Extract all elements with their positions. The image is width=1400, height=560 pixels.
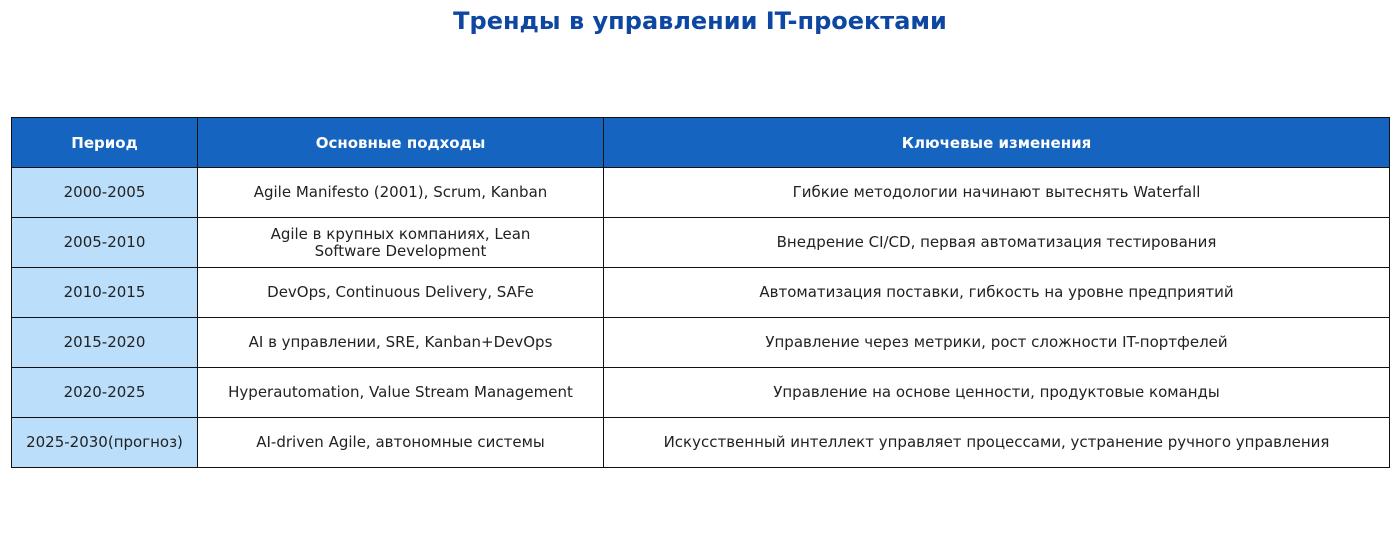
changes-cell: Автоматизация поставки, гибкость на уровне предприятий bbox=[604, 268, 1390, 318]
header-period: Период bbox=[12, 118, 198, 168]
approaches-cell bbox=[198, 418, 604, 468]
approaches-text: DevOps, Continuous Delivery, SAFe bbox=[267, 283, 534, 301]
approaches-cell bbox=[198, 218, 604, 268]
page-title: Тренды в управлении IT-проектами bbox=[453, 7, 947, 35]
approaches-text: AI в управлении, SRE, Kanban+DevOps bbox=[248, 333, 553, 351]
period-cell: 2005-2010 bbox=[12, 218, 198, 268]
changes-cell: Внедрение CI/CD, первая автоматизация тестирования bbox=[604, 218, 1390, 268]
changes-cell: Управление через метрики, рост сложности IT-портфелей bbox=[604, 318, 1390, 368]
table-header-row bbox=[12, 118, 1390, 168]
approaches-text: AI-driven Agile, автономные системы bbox=[256, 433, 545, 451]
approaches-cell bbox=[198, 318, 604, 368]
approaches-cell bbox=[198, 168, 604, 218]
header-approaches: Основные подходы bbox=[198, 118, 604, 168]
table-row bbox=[12, 368, 1390, 418]
period-cell: 2020-2025 bbox=[12, 368, 198, 418]
approaches-text: Agile в крупных компаниях, Lean Software Development bbox=[270, 224, 531, 260]
period-cell: 2025-2030(прогноз) bbox=[12, 418, 198, 468]
header-changes: Ключевые изменения bbox=[604, 118, 1390, 168]
trends-table bbox=[11, 117, 1390, 468]
changes-cell: Гибкие методологии начинают вытеснять Waterfall bbox=[604, 168, 1390, 218]
period-cell: 2015-2020 bbox=[12, 318, 198, 368]
table-row bbox=[12, 318, 1390, 368]
changes-cell: Управление на основе ценности, продуктовые команды bbox=[604, 368, 1390, 418]
approaches-cell bbox=[198, 268, 604, 318]
table-row bbox=[12, 218, 1390, 268]
table-row bbox=[12, 418, 1390, 468]
changes-cell: Искусственный интеллект управляет процессами, устранение ручного управления bbox=[604, 418, 1390, 468]
period-cell: 2000-2005 bbox=[12, 168, 198, 218]
approaches-text: Hyperautomation, Value Stream Management bbox=[228, 383, 573, 401]
period-cell: 2010-2015 bbox=[12, 268, 198, 318]
approaches-text: Agile Manifesto (2001), Scrum, Kanban bbox=[253, 183, 548, 201]
table-row bbox=[12, 168, 1390, 218]
approaches-cell bbox=[198, 368, 604, 418]
table-row bbox=[12, 268, 1390, 318]
